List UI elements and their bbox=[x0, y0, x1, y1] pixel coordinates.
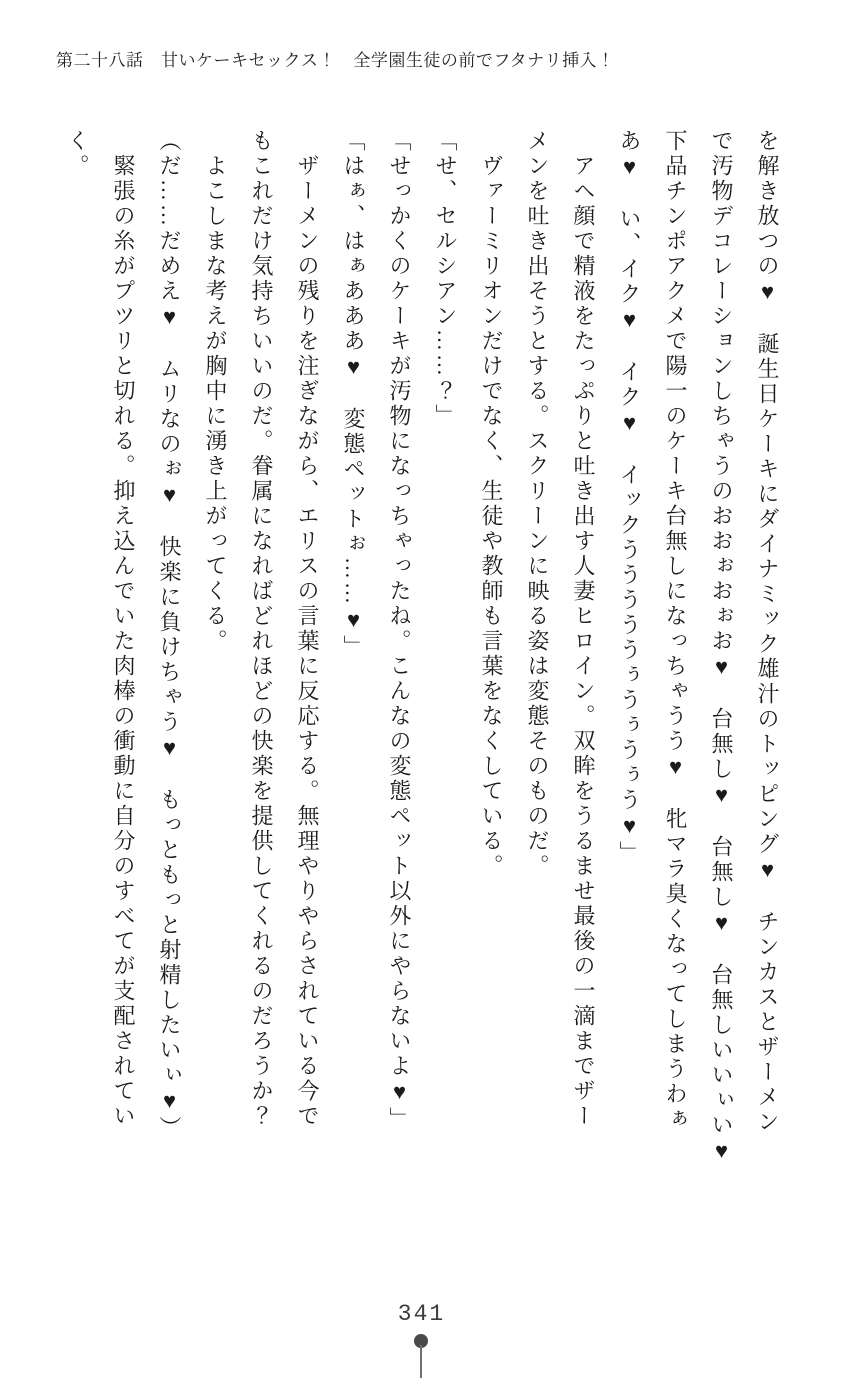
text-column: アヘ顔で精液をたっぷりと吐き出す人妻ヒロイン。双眸をうるませ最後の一滴までザー bbox=[571, 154, 596, 1129]
body-text bbox=[54, 129, 790, 1166]
text-column: よこしまな考えが胸中に湧き上がってくる。 bbox=[203, 154, 228, 654]
text-column: を解き放つの♥ 誕生日ケーキにダイナミック雄汁のトッピング♥ チンカスとザーメン bbox=[755, 129, 780, 1135]
text-column: もこれだけ気持ちいいのだ。眷属になればどれほどの快楽を提供してくれるのだろうか？ bbox=[249, 129, 274, 1129]
ornament-tail-line bbox=[420, 1345, 422, 1378]
text-column: （だ……だめえ♥ ムリなのぉ♥ 快楽に負けちゃう♥ もっともっと射精したいぃ♥） bbox=[157, 129, 182, 1141]
text-column: 「はぁ、はぁあああ♥ 変態ペットぉ……♥」 bbox=[341, 129, 366, 660]
page-number: 341 bbox=[397, 1301, 446, 1327]
chapter-header: 第二十八話 甘いケーキセックス！ 全学園生徒の前でフタナリ挿入！ bbox=[56, 51, 615, 70]
text-column: で汚物デコレーションしちゃうのおおぉおぉお♥ 台無し♥ 台無し♥ 台無しいいぃい♥ bbox=[709, 129, 734, 1166]
text-column: 下品チンポアクメで陽一のケーキ台無しになっちゃうう♥ 牝マラ臭くなってしまうわぁ bbox=[663, 129, 688, 1132]
text-column: 緊張の糸がプツリと切れる。抑え込んでいた肉棒の衝動に自分のすべてが支配されてい bbox=[111, 154, 136, 1129]
text-column: メンを吐き出そうとする。スクリーンに映る姿は変態そのものだ。 bbox=[525, 129, 550, 879]
text-column: ザーメンの残りを注ぎながら、エリスの言葉に反応する。無理やりやらされている今で bbox=[295, 154, 320, 1129]
text-column: あ♥ い、イク♥ イク♥ イックうううううぅうぅうぅう♥」 bbox=[617, 129, 642, 866]
text-column: 「せっかくのケーキが汚物になっちゃったね。こんなの変態ペット以外にやらないよ♥」 bbox=[387, 129, 412, 1132]
text-column: 「せ、セルシアン……？」 bbox=[433, 129, 458, 429]
text-column: ヴァーミリオンだけでなく、生徒や教師も言葉をなくしている。 bbox=[479, 154, 504, 879]
text-column: く。 bbox=[65, 129, 90, 179]
